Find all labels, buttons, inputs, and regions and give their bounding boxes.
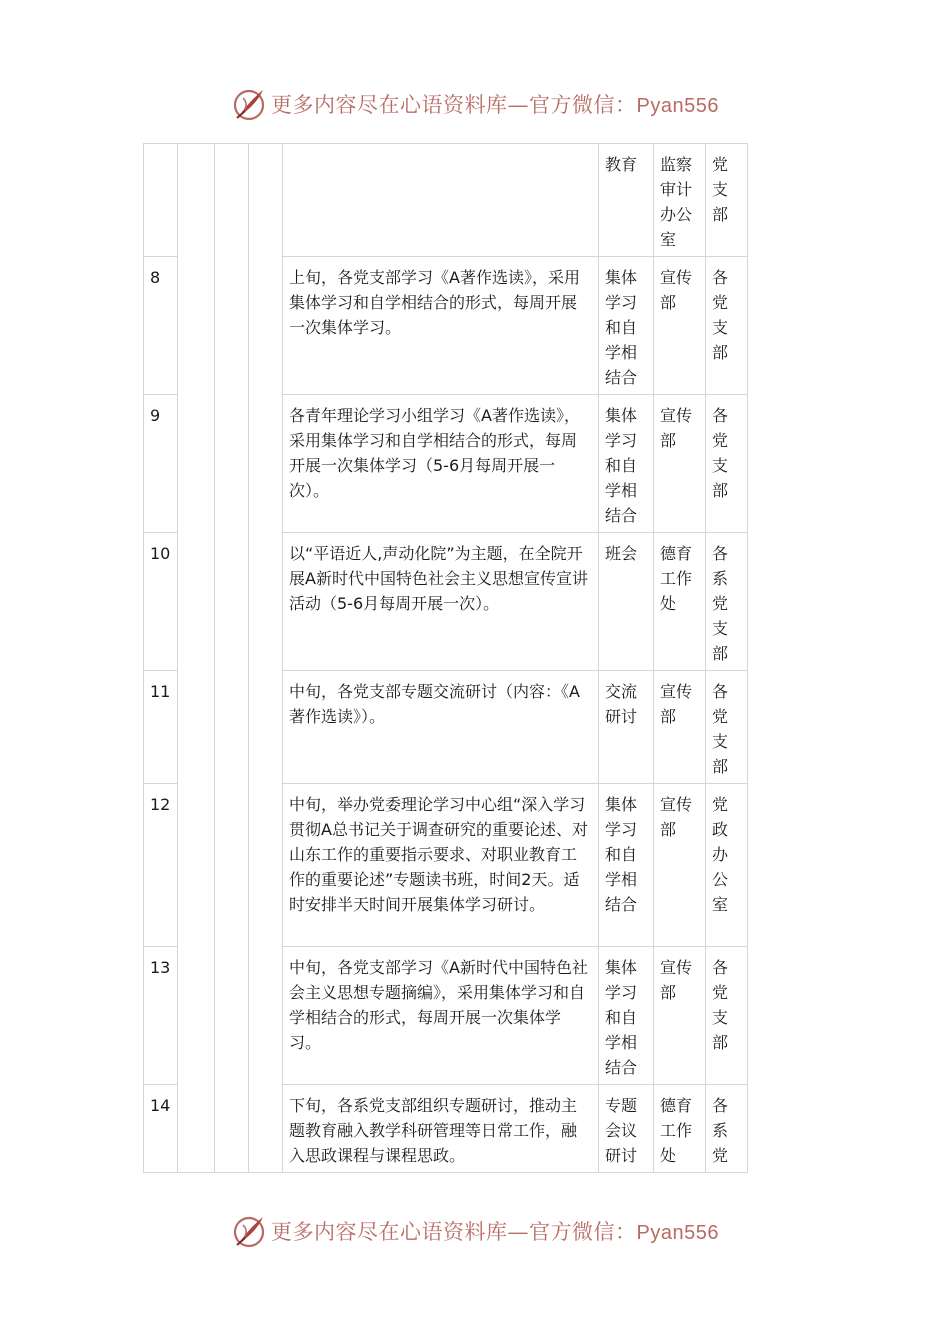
lead-department: 宣传部 (654, 947, 706, 1085)
task-method: 班会 (599, 533, 654, 671)
lead-department: 德育工作处 (654, 1085, 706, 1173)
task-method: 集体学习和自学相结合 (599, 395, 654, 533)
task-content: 各青年理论学习小组学习《A著作选读》，采用集体学习和自学相结合的形式，每周开展一次集体学习（5-6月每周开展一次）。 (283, 395, 599, 533)
row-number: 12 (144, 784, 178, 947)
responsible-unit: 各党支部 (706, 671, 748, 784)
row-number: 10 (144, 533, 178, 671)
task-content: 以“平语近人,声动化院”为主题，在全院开展A新时代中国特色社会主义思想宣传宣讲活动（5-6月每周开展一次）。 (283, 533, 599, 671)
row-number (144, 144, 178, 257)
task-method: 集体学习和自学相结合 (599, 257, 654, 395)
quill-logo-icon (231, 1213, 267, 1249)
row-number: 9 (144, 395, 178, 533)
task-method: 教育 (599, 144, 654, 257)
responsible-unit: 党支部 (706, 144, 748, 257)
watermark-banner-bottom (0, 1207, 950, 1255)
quill-logo-icon (231, 86, 267, 122)
watermark-text: 更多内容尽在心语资料库—官方微信：Pyan556 (271, 1220, 719, 1244)
row-number: 13 (144, 947, 178, 1085)
lead-department: 宣传部 (654, 671, 706, 784)
task-content: 中旬，各党支部学习《A新时代中国特色社会主义思想专题摘编》，采用集体学习和自学相结合的形式，每周开展一次集体学习。 (283, 947, 599, 1085)
watermark-text: 更多内容尽在心语资料库—官方微信：Pyan556 (271, 93, 719, 117)
row-number: 8 (144, 257, 178, 395)
study-plan-table (143, 143, 748, 1173)
row-number: 11 (144, 671, 178, 784)
lead-department: 宣传部 (654, 784, 706, 947)
task-method: 交流研讨 (599, 671, 654, 784)
merged-category-cell (178, 144, 215, 1173)
row-number: 14 (144, 1085, 178, 1173)
responsible-unit: 各党支部 (706, 257, 748, 395)
merged-theme-cell (249, 144, 283, 1173)
task-method: 集体学习和自学相结合 (599, 947, 654, 1085)
lead-department: 监察审计办公室 (654, 144, 706, 257)
task-content: 中旬，举办党委理论学习中心组“深入学习贯彻A总书记关于调查研究的重要论述、对山东工作的重要指示要求、对职业教育工作的重要论述”专题读书班，时间2天。适时安排半天时间开展集体学习研讨。 (283, 784, 599, 947)
lead-department: 德育工作处 (654, 533, 706, 671)
responsible-unit: 各系党 (706, 1085, 748, 1173)
lead-department: 宣传部 (654, 395, 706, 533)
responsible-unit: 党政办公室 (706, 784, 748, 947)
lead-department: 宣传部 (654, 257, 706, 395)
table-row (144, 144, 748, 257)
merged-month-cell (215, 144, 249, 1173)
task-content: 下旬，各系党支部组织专题研讨，推动主题教育融入教学科研管理等日常工作，融入思政课程与课程思政。 (283, 1085, 599, 1173)
task-content (283, 144, 599, 257)
task-content: 上旬，各党支部学习《A著作选读》，采用集体学习和自学相结合的形式，每周开展一次集体学习。 (283, 257, 599, 395)
responsible-unit: 各党支部 (706, 947, 748, 1085)
responsible-unit: 各系党支部 (706, 533, 748, 671)
task-method: 专题会议研讨 (599, 1085, 654, 1173)
watermark-banner-top (0, 80, 950, 128)
task-method: 集体学习和自学相结合 (599, 784, 654, 947)
task-content: 中旬，各党支部专题交流研讨（内容：《A著作选读》）。 (283, 671, 599, 784)
responsible-unit: 各党支部 (706, 395, 748, 533)
